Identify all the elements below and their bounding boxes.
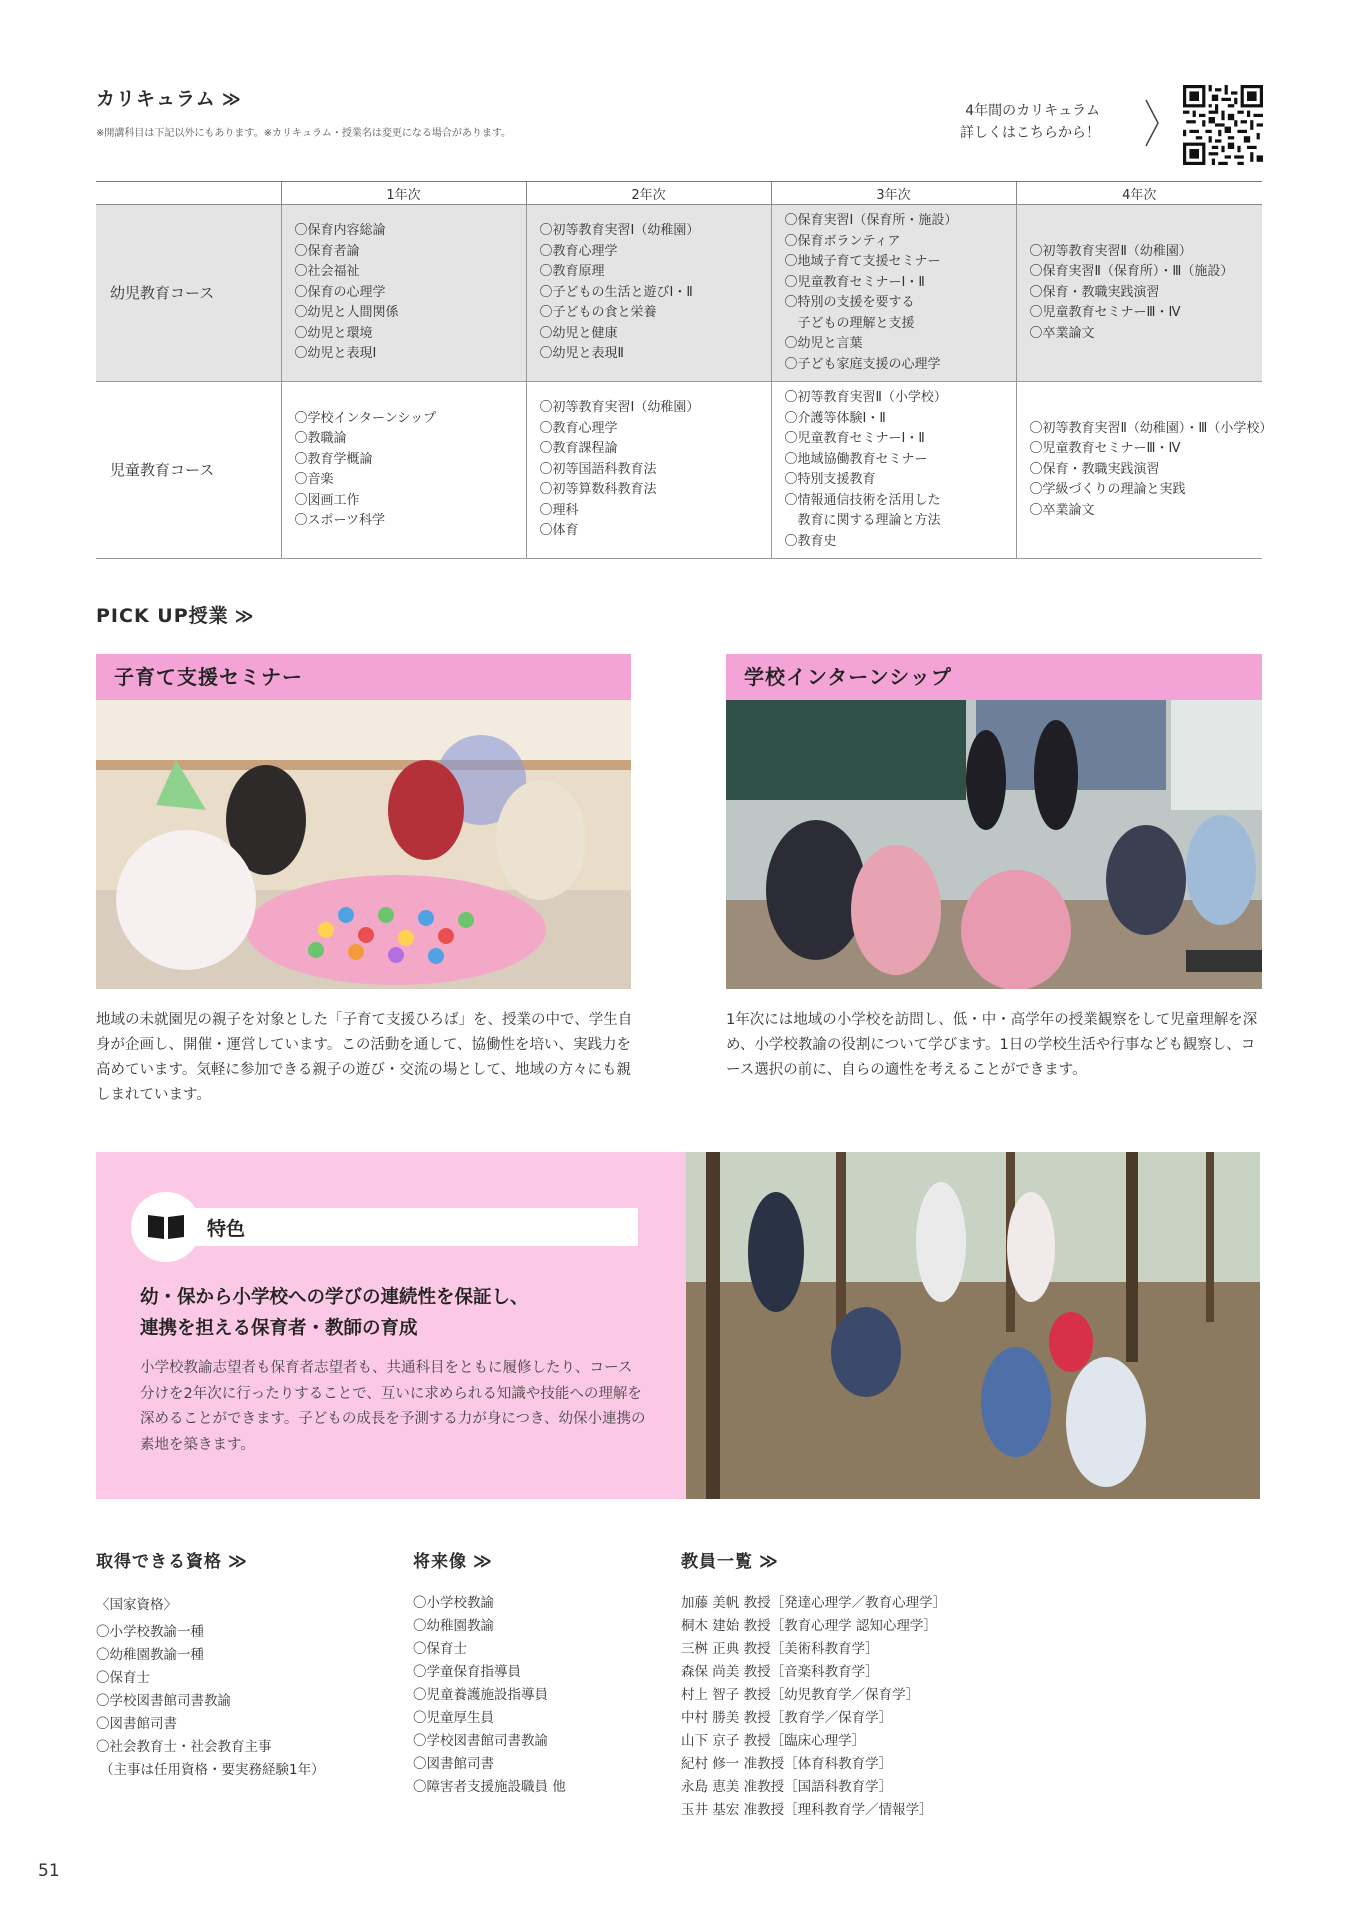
feature-headline-line2: 連携を担える保育者・教師の育成	[140, 1318, 418, 1339]
pickup-right-text: 1年次には地域の小学校を訪問し、低・中・高学年の授業観察をして児童理解を深め、小学校教諭の役割について学びます。1日の学校生活や行事なども観察し、コース選択の前に、自らの適性を考えることができます。	[726, 1012, 1258, 1078]
course-item: 〇初等教育実習Ⅰ（幼稚園）	[539, 400, 700, 416]
course-item: 〇幼児と表現Ⅰ	[294, 346, 377, 362]
pickup-title-text: PICK UP授業	[96, 605, 229, 627]
qualifications-category: 〈国家資格〉	[96, 1597, 177, 1613]
curriculum-header-row	[96, 182, 1262, 205]
curriculum-table	[96, 181, 1273, 559]
future-title-text: 将来像	[413, 1552, 467, 1572]
course-item: 〇理科	[539, 502, 579, 518]
list-item: 村上 智子 教授［幼児教育学／保育学］	[681, 1687, 920, 1703]
qualifications-title-text: 取得できる資格	[96, 1552, 222, 1572]
curriculum-header-cell: 2年次	[526, 182, 771, 205]
course-item: 〇保育・教職実践演習	[1029, 284, 1160, 300]
faculty-title	[681, 1547, 779, 1572]
chevron-icon: ≫	[228, 1551, 248, 1572]
pickup-title	[96, 601, 254, 628]
list-item: 永島 恵美 准教授［国語科教育学］	[681, 1779, 893, 1795]
feature-label: 特色	[207, 1218, 246, 1240]
table-row	[96, 205, 1262, 382]
curriculum-link-line2: 詳しくはこちらから！	[960, 125, 1100, 141]
list-item: 〇学校図書館司書教諭	[96, 1693, 231, 1709]
course-item: 〇初等国語科教育法	[539, 461, 657, 477]
course-name: 幼児教育コース	[96, 205, 281, 382]
curriculum-cell	[771, 205, 1016, 382]
chevron-right-icon[interactable]	[1142, 98, 1162, 148]
qualifications-title	[96, 1547, 248, 1572]
pickup-left-heading: 子育て支援セミナー	[96, 654, 631, 700]
faculty-title-text: 教員一覧	[681, 1552, 753, 1572]
course-item: 〇幼児と健康	[539, 325, 618, 341]
course-item: 〇幼児と環境	[294, 325, 373, 341]
list-item: 〇学童保育指導員	[413, 1664, 521, 1680]
course-item: 〇地域協働教育セミナー	[784, 451, 928, 467]
course-item: 〇学校インターンシップ	[294, 410, 437, 426]
course-item: 〇社会福祉	[294, 264, 360, 280]
curriculum-header-cell	[96, 182, 281, 205]
course-item: 〇児童教育セミナーⅢ・Ⅳ	[1029, 441, 1181, 457]
course-item: 〇初等算数科教育法	[539, 482, 657, 498]
course-item: 〇保育・教職実践演習	[1029, 461, 1160, 477]
course-item: 〇児童教育セミナーⅠ・Ⅱ	[784, 274, 925, 290]
school-internship-photo	[726, 700, 1262, 989]
course-item: 〇教育原理	[539, 264, 605, 280]
course-item: 〇教育史	[784, 533, 837, 549]
course-item: 〇幼児と言葉	[784, 336, 863, 351]
course-item: 〇保育ボランティア	[784, 233, 901, 249]
course-item: 〇保育実習Ⅱ（保育所）・Ⅲ（施設）	[1029, 264, 1234, 280]
course-item: 〇教育心理学	[539, 420, 618, 436]
chevron-icon: ≫	[473, 1551, 493, 1572]
course-item: 〇子どもの食と栄養	[539, 305, 657, 321]
curriculum-cell	[1016, 205, 1262, 382]
qualifications-list	[96, 1594, 325, 1782]
pickup-right-heading: 学校インターンシップ	[726, 654, 1262, 700]
book-icon	[146, 1211, 186, 1243]
curriculum-header-cell: 1年次	[281, 182, 526, 205]
feature-text: 小学校教諭志望者も保育者志望者も、共通科目をともに履修したり、コース分けを2年次に行ったりすることで、互いに求められる知識や技能への理解を深めることができます。子どもの成長を予測する力が身につき、幼保小連携の素地を築きます。	[140, 1360, 646, 1453]
list-item: 〇保育士	[96, 1670, 150, 1686]
course-item: 〇初等教育実習Ⅱ（幼稚園）	[1029, 243, 1192, 259]
list-item: 中村 勝美 教授［教育学／保育学］	[681, 1710, 893, 1726]
course-item: 〇卒業論文	[1029, 502, 1095, 518]
curriculum-cell	[1016, 382, 1273, 559]
course-item: 子どもの理解と支援	[784, 315, 915, 331]
course-item: 〇保育内容総論	[294, 223, 386, 239]
course-item: 〇スポーツ科学	[294, 513, 385, 528]
future-list	[413, 1592, 566, 1799]
course-item: 〇介護等体験Ⅰ・Ⅱ	[784, 410, 886, 426]
list-item: 〇保育士	[413, 1641, 467, 1657]
list-item: 〇幼稚園教諭	[413, 1618, 494, 1634]
chevron-icon: ≫	[221, 89, 242, 110]
curriculum-title-text: カリキュラム	[96, 88, 216, 110]
chevron-icon: ≫	[234, 606, 255, 627]
feature-headline-line1: 幼・保から小学校への学びの連続性を保証し、	[140, 1287, 529, 1308]
course-item: 〇音楽	[294, 472, 334, 487]
list-item: 〇幼稚園教諭一種	[96, 1647, 204, 1663]
list-item: 〇図書館司書	[413, 1756, 494, 1772]
list-item: 〇小学校教諭	[413, 1595, 494, 1611]
curriculum-link[interactable]	[960, 100, 1100, 144]
list-item: 〇図書館司書	[96, 1716, 177, 1732]
curriculum-cell	[281, 205, 526, 382]
course-item: 〇保育実習Ⅰ（保育所・施設）	[784, 213, 958, 228]
list-item: 三桝 正典 教授［美術科教育学］	[681, 1641, 879, 1657]
curriculum-link-line1: 4年間のカリキュラム	[965, 103, 1100, 119]
curriculum-header-cell: 4年次	[1016, 182, 1262, 205]
course-item: 教育に関する理論と方法	[784, 513, 941, 528]
curriculum-cell	[526, 205, 771, 382]
curriculum-header-cell: 3年次	[771, 182, 1016, 205]
list-item: 森保 尚美 教授［音楽科教育学］	[681, 1664, 879, 1680]
list-item: 玉井 基宏 准教授［理科教育学／情報学］	[681, 1802, 933, 1818]
course-item: 〇教育学概論	[294, 451, 373, 467]
course-item: 〇子ども家庭支援の心理学	[784, 356, 941, 372]
course-item: 〇情報通信技術を活用した	[784, 492, 941, 508]
course-item: 〇幼児と人間関係	[294, 305, 399, 321]
course-item: 〇地域子育て支援セミナー	[784, 254, 941, 269]
course-item: 〇幼児と表現Ⅱ	[539, 346, 624, 362]
future-title	[413, 1547, 493, 1572]
chevron-icon: ≫	[759, 1551, 779, 1572]
childcare-seminar-photo	[96, 700, 631, 989]
course-item: 〇児童教育セミナーⅠ・Ⅱ	[784, 431, 925, 446]
course-item: 〇卒業論文	[1029, 325, 1095, 341]
list-item: 山下 京子 教授［臨床心理学］	[681, 1733, 866, 1749]
faculty-list	[681, 1592, 946, 1822]
list-item: 紀村 修一 准教授［体育科教育学］	[681, 1756, 893, 1772]
course-item: 〇図画工作	[294, 492, 360, 508]
course-item: 〇保育の心理学	[294, 284, 386, 300]
pickup-left-text: 地域の未就園児の親子を対象とした「子育て支援ひろば」を、授業の中で、学生自身が企画し、開催・運営しています。この活動を通して、協働性を培い、実践力を高めています。気軽に参加できる親子の遊び・交流の場として、地域の方々にも親しまれています。	[96, 1012, 633, 1103]
forest-activity-photo	[686, 1152, 1260, 1499]
curriculum-cell	[771, 382, 1016, 559]
course-item: 〇初等教育実習Ⅰ（幼稚園）	[539, 223, 700, 239]
course-item: 〇保育者論	[294, 243, 360, 259]
course-item: 〇初等教育実習Ⅱ（小学校）	[784, 390, 947, 405]
list-item: 加藤 美帆 教授［発達心理学／教育心理学］	[681, 1595, 947, 1611]
list-item: 〇児童養護施設指導員	[413, 1687, 548, 1703]
list-item: 〇社会教育士・社会教育主事	[96, 1739, 272, 1755]
course-item: 〇教職論	[294, 431, 347, 446]
feature-headline	[140, 1282, 529, 1344]
list-item: 〇小学校教諭一種	[96, 1624, 204, 1640]
qualifications-note: （主事は任用資格・要実務経験1年）	[100, 1762, 325, 1778]
course-item: 〇特別の支援を要する	[784, 295, 915, 310]
qr-code-icon[interactable]	[1183, 85, 1263, 165]
list-item: 桐木 建始 教授［教育心理学 認知心理学］	[681, 1618, 937, 1634]
course-item: 〇初等教育実習Ⅱ（幼稚園）・Ⅲ（小学校）	[1029, 420, 1273, 436]
course-item: 〇子どもの生活と遊びⅠ・Ⅱ	[539, 284, 693, 300]
table-row	[96, 382, 1262, 559]
course-item: 〇児童教育セミナーⅢ・Ⅳ	[1029, 305, 1181, 321]
course-item: 〇特別支援教育	[784, 472, 876, 487]
list-item: 〇学校図書館司書教諭	[413, 1733, 548, 1749]
course-item: 〇教育課程論	[539, 441, 618, 457]
curriculum-note: ※開講科目は下記以外にもあります。※カリキュラム・授業名は変更になる場合があります。	[96, 128, 512, 139]
list-item: 〇児童厚生員	[413, 1710, 494, 1726]
curriculum-cell	[526, 382, 771, 559]
course-name: 児童教育コース	[96, 382, 281, 559]
course-item: 〇学級づくりの理論と実践	[1029, 482, 1186, 498]
curriculum-cell	[281, 382, 526, 559]
page-number: 51	[38, 1861, 60, 1881]
list-item: 〇障害者支援施設職員 他	[413, 1779, 566, 1795]
course-item: 〇教育心理学	[539, 243, 618, 259]
curriculum-title	[96, 84, 242, 111]
course-item: 〇体育	[539, 523, 579, 539]
